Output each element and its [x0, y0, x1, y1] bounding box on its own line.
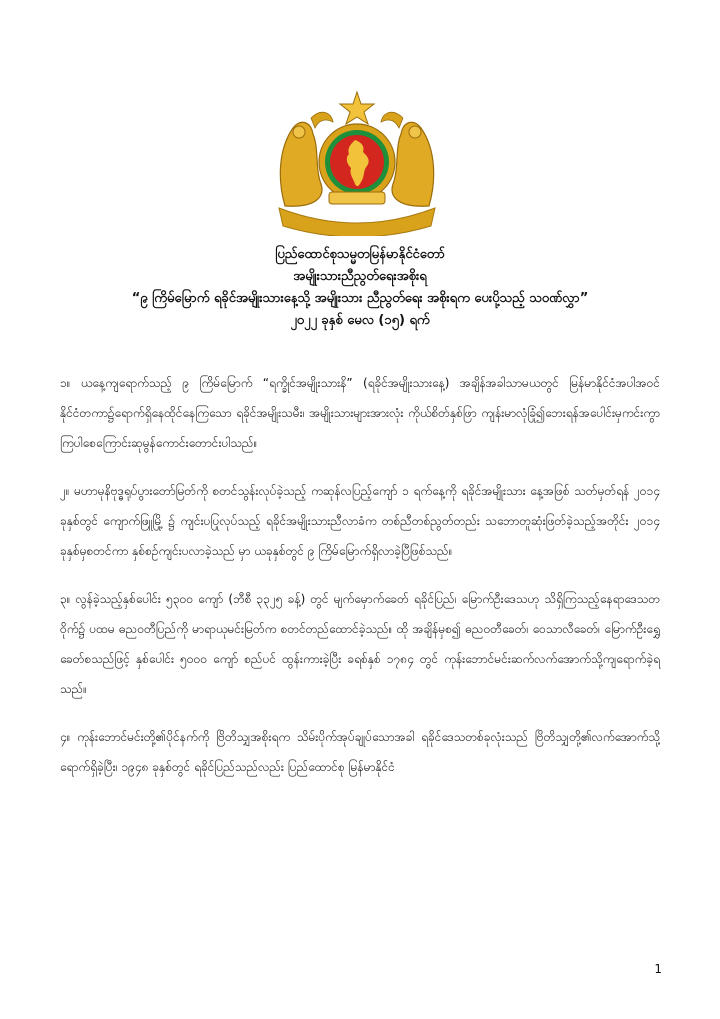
emblem-star: [340, 92, 374, 124]
header-country-name: ပြည်ထောင်စုသမ္မတမြန်မာနိုင်ငံတော်: [275, 247, 445, 262]
emblem-ribbon: [279, 208, 435, 236]
paragraph-4: ၄။ ကုန်းဘောင်မင်းတို့၏ပိုင်နက်ကို ဗြိတိသျှအစိုးရက သိမ်းပိုက်အုပ်ချုပ်သောအခါ ရခိုင်ဒေသတစ်ခုလုံးသည် ဗြိတိသျှတို့၏လက်အောက်သို့ရောက်ရှိခဲ့ပြီး၊ ၁၉၄၈ ခုနှစ်တွင် ရခိုင်ပြည်သည်လည်း ပြည်ထောင်စု မြန်မာနိုင်ငံ: [60, 730, 660, 774]
document-header: [40, 244, 680, 332]
paragraph-3: ၃။ လွန်ခဲ့သည့်နှစ်ပေါင်း ၅၃၀၀ ကျော် (ဘီစီ ၃၃၂၅ ခန့်) တွင် မျက်မှောက်ခေတ် ရခိုင်ပြည်၊ မြောက်ဦးဒေသဟု သိရှိကြသည့်နေရာဒေသတဝိုက်၌ ပထမ ဓညဝတီပြည်ကို မာရာယုမင်းမြတ်က စတင်တည်ထောင်ခဲ့သည်။ ထို အချိန်မှစ၍ ဓညဝတီခေတ်၊ ဝေသာလီခေတ်၊ မြောက်ဦးရွှေခေတ်စသည်ဖြင့် နှစ်ပေါင်း ၅၀၀၀ ကျော် စည်ပင် ထွန်းကားခဲ့ပြီး ခရစ်နှစ် ၁၇၈၄ တွင် ကုန်းဘောင်မင်းဆက်လက်အောက်သို့ကျရောက်ခဲ့ရသည်။: [60, 592, 660, 696]
header-government-name: အမျိုးသားညီညွတ်ရေးအစိုးရ: [293, 269, 427, 284]
page-number: 1: [654, 962, 662, 976]
header-date: ၂၀၂၂ ခုနှစ် မေလ (၁၅) ရက်: [290, 313, 430, 328]
document-body: [60, 368, 660, 800]
paragraph-2: ၂။ မဟာမုနိဗုဒ္ဓရုပ်ပွားတော်မြတ်ကို စတင်သွန်းလုပ်ခဲ့သည့် ကဆုန်လပြည့်ကျော် ၁ ရက်နေ့ကို ရခိုင်အမျိုးသား နေ့အဖြစ် သတ်မှတ်ရန် ၂၀၁၄ ခုနှစ်တွင် ကျောက်ဖြူမြို့ ၌ ကျင်းပပြုလုပ်သည့် ရခိုင်အမျိုးသားညီလာခံက တစ်ညီတစ်ညွတ်တည်း သဘောတူဆုံးဖြတ်ခဲ့သည့်အတိုင်း ၂၀၁၄ ခုနှစ်မှစတင်ကာ နှစ်စဉ်ကျင်းပလာခဲ့သည် မှာ ယခုနှစ်တွင် ၉ ကြိမ်မြောက်ရှိလာခဲ့ပြီဖြစ်သည်။: [60, 484, 660, 558]
paragraph-1: ၁။ ယနေ့ကျရောက်သည့် ၉ ကြိမ်မြောက် “ရက္ခိုင်အမျိုးသားနိ” (ရခိုင်အမျိုးသားနေ့) အချိန်အခါသာမယတွင် မြန်မာနိုင်ငံအပါအဝင် နိုင်ငံတကာ၌ရောက်ရှိနေထိုင်နေကြသော ရခိုင်အမျိုးသမီး၊ အမျိုးသားများအားလုံး ကိုယ်စိတ်နှစ်ဖြာ ကျန်းမာလုံခြုံ၍ဘေးရန်အပေါင်းမှကင်းကွာကြပါစေကြောင်းဆုမွန်ကောင်းတောင်းပါသည်။: [60, 376, 660, 450]
header-message-title: “၉ ကြိမ်မြောက် ရခိုင်အမျိုးသားနေ့သို့ အမျိုးသား ညီညွတ်ရေး အစိုးရက ပေးပို့သည့် သဝဏ်လွှာ”: [131, 291, 589, 306]
state-emblem: [271, 88, 443, 236]
